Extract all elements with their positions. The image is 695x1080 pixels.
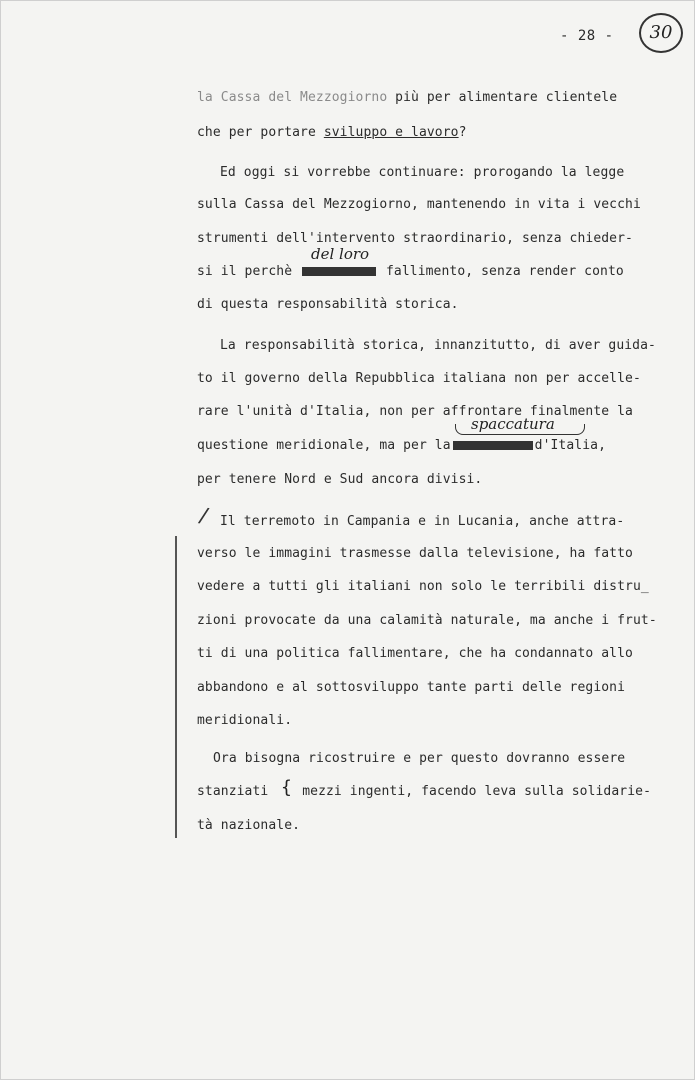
text-segment: mezzi ingenti, facendo leva sulla solidarie- <box>302 784 651 799</box>
text-segment: stanziati <box>197 784 269 799</box>
margin-vertical-line <box>175 536 177 838</box>
margin-slash-mark: / <box>196 502 212 528</box>
underlined-text: sviluppo e lavoro <box>323 125 459 140</box>
strikethrough-redaction <box>453 441 533 450</box>
text-line-13: Il terremoto in Campania e in Lucania, anche attra- <box>220 514 625 529</box>
circled-page-number: 30 <box>639 13 683 53</box>
text-line-4: sulla Cassa del Mezzogiorno, mantenendo in vita i vecchi <box>197 197 641 212</box>
text-line-1 <box>197 90 617 105</box>
text-line-14: verso le immagini trasmesse dalla televisione, ha fatto <box>197 546 633 561</box>
handwritten-bracket <box>455 424 585 435</box>
text-line-9: to il governo della Repubblica italiana non per accelle- <box>197 371 641 386</box>
text-line-16: zioni provocate da una calamità naturale, ma anche i frut- <box>197 613 657 628</box>
text-segment: più per alimentare clientele <box>387 90 618 105</box>
text-line-2 <box>197 125 467 140</box>
text-line-15: vedere a tutti gli italiani non solo le terribili distru_ <box>197 579 649 594</box>
text-segment: d'Italia, <box>534 438 606 453</box>
text-segment: che per portare <box>197 125 324 140</box>
faded-text: la Cassa del Mezzogiorno <box>197 90 388 105</box>
text-segment: si il perchè <box>197 264 293 279</box>
text-line-18: abbandono e al sottosviluppo tante parti delle regioni <box>197 680 626 695</box>
text-segment: fallimento, senza render conto <box>386 264 624 279</box>
text-line-3: Ed oggi si vorrebbe continuare: prorogando la legge <box>220 165 625 180</box>
page-number: - 28 - <box>560 28 614 44</box>
text-line-11 <box>197 438 606 453</box>
text-line-17: ti di una politica fallimentare, che ha condannato allo <box>197 646 633 661</box>
text-segment: questione meridionale, ma per la <box>197 438 451 453</box>
text-line-21 <box>197 784 651 799</box>
text-segment: ? <box>458 125 467 140</box>
handwritten-insertion-spaccatura: spaccatura <box>471 415 555 433</box>
text-line-20: Ora bisogna ricostruire e per questo dovranno essere <box>213 751 626 766</box>
text-line-6 <box>197 264 624 279</box>
text-line-19: meridionali. <box>197 713 293 728</box>
text-line-12: per tenere Nord e Sud ancora divisi. <box>197 472 483 487</box>
text-line-8: La responsabilità storica, innanzitutto, di aver guida- <box>220 338 656 353</box>
text-line-22: tà nazionale. <box>197 818 301 833</box>
text-line-7: di questa responsabilità storica. <box>197 297 459 312</box>
text-line-5: strumenti dell'intervento straordinario, senza chieder- <box>197 231 633 246</box>
text-line-10: rare l'unità d'Italia, non per affrontare finalmente la <box>197 404 633 419</box>
strikethrough-redaction <box>302 267 376 276</box>
handwritten-brace-mark: { <box>281 777 292 798</box>
handwritten-insertion-del-loro: del loro <box>311 245 370 263</box>
